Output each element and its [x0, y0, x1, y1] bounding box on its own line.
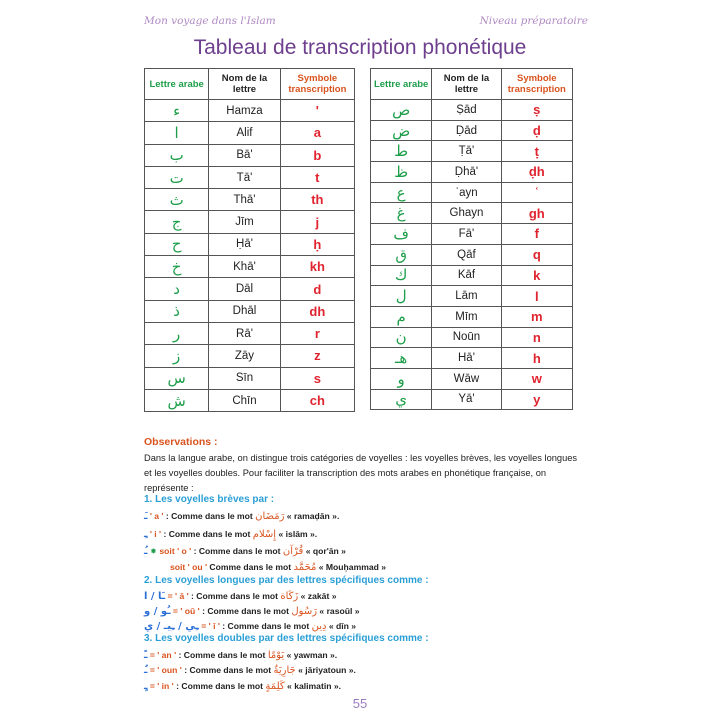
vowel-mark: ُـ	[144, 546, 148, 557]
arabic-letter-cell: ع	[371, 182, 432, 203]
arabic-letter-cell: هـ	[371, 348, 432, 369]
vowel-text: : Comme dans le mot	[163, 529, 251, 539]
vowel-label: = ' ī '	[201, 621, 223, 631]
letter-name-cell: ʿayn	[432, 182, 501, 203]
example-transcription: « zakāt »	[300, 591, 337, 601]
example-transcription: « qor'ān »	[305, 546, 346, 556]
symbol-cell: gh	[501, 203, 572, 224]
symbol-cell: dh	[280, 300, 354, 322]
vowel-line-a	[144, 511, 339, 522]
arabic-letter-cell: ل	[371, 286, 432, 307]
symbol-cell: w	[501, 368, 572, 389]
table-row	[145, 300, 355, 322]
symbol-cell: th	[280, 189, 354, 211]
vowel-line-ou	[170, 562, 386, 573]
example-arabic: رَسُول	[291, 606, 318, 617]
section-double-vowels: 3. Les voyelles doubles par des lettres spécifiques comme :	[144, 633, 429, 644]
vowel-label: = ' an '	[149, 650, 179, 660]
vowel-label: = ' ā '	[167, 591, 192, 601]
arabic-letter-cell: د	[145, 278, 209, 300]
example-arabic: كَلِمَةٍ	[265, 681, 285, 692]
table-row	[371, 162, 573, 183]
letter-name-cell: Ṭā'	[432, 141, 501, 162]
letter-name-cell: Ḍhā'	[432, 162, 501, 183]
letter-name-cell: Dāl	[209, 278, 280, 300]
arabic-letter-cell: ج	[145, 211, 209, 233]
letter-name-cell: Bā'	[209, 144, 280, 166]
arabic-letter-cell: ء	[145, 100, 209, 122]
letter-name-cell: Ṣād	[432, 100, 501, 121]
table-row	[145, 144, 355, 166]
letter-name-cell: Jīm	[209, 211, 280, 233]
observations-text: Dans la langue arabe, on distingue trois catégories de voyelles : les voyelles brèves, les voyelles longues et les voyelles doubles. Pour faciliter la transcription des mots arabes en phonétique française, on représente :	[144, 453, 578, 493]
symbol-cell: n	[501, 327, 572, 348]
symbol-cell: ch	[280, 389, 354, 411]
letter-name-cell: Fā'	[432, 224, 501, 245]
vowel-mark: ـٍ	[144, 681, 148, 692]
vowel-label: = ' in '	[149, 681, 177, 691]
vowel-text: : Comme dans le mot	[193, 546, 281, 556]
table-row	[371, 182, 573, 203]
example-transcription: « Mouḥammad »	[318, 562, 387, 572]
arabic-letter-cell: غ	[371, 203, 432, 224]
example-arabic: إِسْلام	[252, 529, 277, 540]
transcription-table-left	[144, 68, 355, 412]
vowel-text: : Comme dans le mot	[176, 681, 264, 691]
page-number: 55	[352, 696, 368, 711]
example-transcription: « dīn »	[328, 621, 357, 631]
header-symbol: Symbole transcription	[280, 69, 354, 100]
table-row	[145, 166, 355, 188]
symbol-cell: r	[280, 322, 354, 344]
letter-name-cell: Tā'	[209, 166, 280, 188]
table-row	[145, 211, 355, 233]
vowel-line-ou-long	[144, 606, 360, 617]
letter-name-cell: Lām	[432, 286, 501, 307]
vowel-label: = ' oū '	[172, 606, 203, 616]
table-row	[371, 286, 573, 307]
arabic-letter-cell: ق	[371, 244, 432, 265]
vowel-line-o	[144, 546, 346, 557]
vowel-text: : Comme dans le mot	[178, 650, 266, 660]
vowel-text: : Comme dans le mot	[191, 591, 278, 601]
arabic-letter-cell: و	[371, 368, 432, 389]
table-row	[371, 265, 573, 286]
example-arabic: دِين	[311, 621, 327, 632]
symbol-cell: ʿ	[501, 182, 572, 203]
vowel-mark: َـ	[144, 511, 148, 522]
symbol-cell: '	[280, 100, 354, 122]
vowel-label: ' a '	[149, 511, 166, 521]
arabic-letter-cell: ث	[145, 189, 209, 211]
arabic-letter-cell: م	[371, 306, 432, 327]
vowel-mark: ـُو / و	[144, 606, 171, 617]
vowel-mark: ـٌ	[144, 665, 148, 676]
vowel-label: ' i '	[149, 529, 164, 539]
example-arabic: مُحَمَّد	[293, 562, 317, 573]
example-arabic: جَارِيَةٌ	[273, 665, 296, 676]
arabic-letter-cell: ز	[145, 345, 209, 367]
vowel-line-oun	[144, 665, 356, 676]
symbol-cell: ṣ	[501, 100, 572, 121]
letter-name-cell: Noūn	[432, 327, 501, 348]
letter-name-cell: Wāw	[432, 368, 501, 389]
vowel-label: soit ' o '	[159, 546, 194, 556]
table-row	[371, 120, 573, 141]
arabic-letter-cell: ح	[145, 233, 209, 255]
vowel-line-i	[144, 529, 317, 540]
table-row	[371, 203, 573, 224]
header-symbol: Symbole transcription	[501, 69, 572, 100]
letter-name-cell: Hamza	[209, 100, 280, 122]
arabic-letter-cell: ك	[371, 265, 432, 286]
example-transcription: « rasoūl »	[319, 606, 360, 616]
arabic-letter-cell: ب	[145, 144, 209, 166]
header-book-title: Mon voyage dans l'Islam	[144, 15, 276, 27]
table-row	[145, 389, 355, 411]
symbol-cell: ḍh	[501, 162, 572, 183]
table-row	[145, 100, 355, 122]
symbol-cell: y	[501, 389, 572, 410]
vowel-label: = ' oun '	[149, 665, 185, 675]
vowel-line-aa	[144, 591, 336, 602]
table-row	[145, 345, 355, 367]
symbol-cell: h	[501, 348, 572, 369]
vowel-mark: ـَا / ا	[144, 591, 166, 602]
table-row	[371, 100, 573, 121]
header-arabic-letter: Lettre arabe	[145, 69, 209, 100]
table-row	[371, 306, 573, 327]
table-row	[145, 122, 355, 144]
letter-name-cell: Mīm	[432, 306, 501, 327]
symbol-cell: kh	[280, 256, 354, 278]
symbol-cell: a	[280, 122, 354, 144]
table-row	[145, 256, 355, 278]
example-transcription: « jāriyatoun ».	[298, 665, 356, 675]
symbol-cell: m	[501, 306, 572, 327]
example-arabic: زَكَاة	[280, 591, 299, 602]
example-arabic: رَمَضَان	[255, 511, 285, 522]
section-short-vowels: 1. Les voyelles brèves par :	[144, 494, 275, 505]
symbol-cell: ḍ	[501, 120, 572, 141]
transcription-table-right	[370, 68, 573, 410]
arabic-letter-cell: ش	[145, 389, 209, 411]
letter-name-cell: Sīn	[209, 367, 280, 389]
table-row	[371, 327, 573, 348]
symbol-cell: k	[501, 265, 572, 286]
example-transcription: « ramaḍān ».	[286, 511, 340, 521]
page-title: Tableau de transcription phonétique	[193, 36, 527, 59]
letter-name-cell: Rā'	[209, 322, 280, 344]
letter-name-cell: Ḍād	[432, 120, 501, 141]
vowel-text: : Comme dans le mot	[165, 511, 253, 521]
letter-name-cell: Khā'	[209, 256, 280, 278]
table-row	[145, 278, 355, 300]
vowel-mark: ـِي / ـِيـ / ي	[144, 621, 199, 632]
vowel-text: : Comme dans le mot	[202, 606, 289, 616]
symbol-cell: q	[501, 244, 572, 265]
vowel-mark: ِـ	[144, 529, 148, 540]
vowel-mark: ـً	[144, 650, 148, 661]
table-row	[145, 322, 355, 344]
arabic-letter-cell: ذ	[145, 300, 209, 322]
example-transcription: « islām ».	[278, 529, 318, 539]
section-long-vowels: 2. Les voyelles longues par des lettres spécifiques comme :	[144, 575, 429, 586]
table-row	[145, 233, 355, 255]
symbol-cell: l	[501, 286, 572, 307]
vowel-line-ii	[144, 621, 356, 632]
vowel-label: soit ' ou '	[170, 562, 210, 572]
arabic-letter-cell: ف	[371, 224, 432, 245]
table-row	[371, 141, 573, 162]
observations-title: Observations :	[144, 436, 218, 448]
arabic-letter-cell: ص	[371, 100, 432, 121]
symbol-cell: t	[280, 166, 354, 188]
table-row	[371, 244, 573, 265]
table-row	[371, 224, 573, 245]
vowel-text: Comme dans le mot	[209, 562, 292, 572]
header-letter-name: Nom de la lettre	[432, 69, 501, 100]
letter-name-cell: Ḥā'	[209, 233, 280, 255]
example-arabic: يَوْمًا	[267, 650, 285, 661]
letter-name-cell: Ghayn	[432, 203, 501, 224]
arabic-letter-cell: ي	[371, 389, 432, 410]
vowel-text: : Comme dans le mot	[222, 621, 310, 631]
arabic-letter-cell: ظ	[371, 162, 432, 183]
letter-name-cell: Chīn	[209, 389, 280, 411]
example-arabic: قُرْآن	[282, 546, 304, 557]
arabic-letter-cell: ط	[371, 141, 432, 162]
letter-name-cell: Kāf	[432, 265, 501, 286]
header-letter-name: Nom de la lettre	[209, 69, 280, 100]
table-row	[145, 367, 355, 389]
arabic-letter-cell: ن	[371, 327, 432, 348]
symbol-cell: ṭ	[501, 141, 572, 162]
arabic-letter-cell: ر	[145, 322, 209, 344]
table-row	[371, 389, 573, 410]
vowel-line-in	[144, 681, 341, 692]
vowel-line-an	[144, 650, 337, 661]
symbol-cell: s	[280, 367, 354, 389]
letter-name-cell: Dhāl	[209, 300, 280, 322]
symbol-cell: d	[280, 278, 354, 300]
arabic-letter-cell: س	[145, 367, 209, 389]
arabic-letter-cell: ض	[371, 120, 432, 141]
example-transcription: « kalimatin ».	[287, 681, 342, 691]
letter-name-cell: Alif	[209, 122, 280, 144]
table-row	[145, 189, 355, 211]
table-row	[371, 368, 573, 389]
symbol-cell: z	[280, 345, 354, 367]
header-arabic-letter: Lettre arabe	[371, 69, 432, 100]
header-level: Niveau préparatoire	[479, 15, 588, 27]
symbol-cell: ḥ	[280, 233, 354, 255]
letter-name-cell: Qāf	[432, 244, 501, 265]
letter-name-cell: Zāy	[209, 345, 280, 367]
vowel-text: : Comme dans le mot	[184, 665, 272, 675]
letter-name-cell: Hā'	[432, 348, 501, 369]
arabic-letter-cell: ا	[145, 122, 209, 144]
table-row	[371, 348, 573, 369]
letter-name-cell: Yā'	[432, 389, 501, 410]
symbol-cell: f	[501, 224, 572, 245]
arabic-letter-cell: خ	[145, 256, 209, 278]
arabic-letter-cell: ت	[145, 166, 209, 188]
symbol-cell: j	[280, 211, 354, 233]
letter-name-cell: Thā'	[209, 189, 280, 211]
symbol-cell: b	[280, 144, 354, 166]
example-transcription: « yawman ».	[286, 650, 338, 660]
brace-icon: ⁕	[149, 546, 158, 556]
